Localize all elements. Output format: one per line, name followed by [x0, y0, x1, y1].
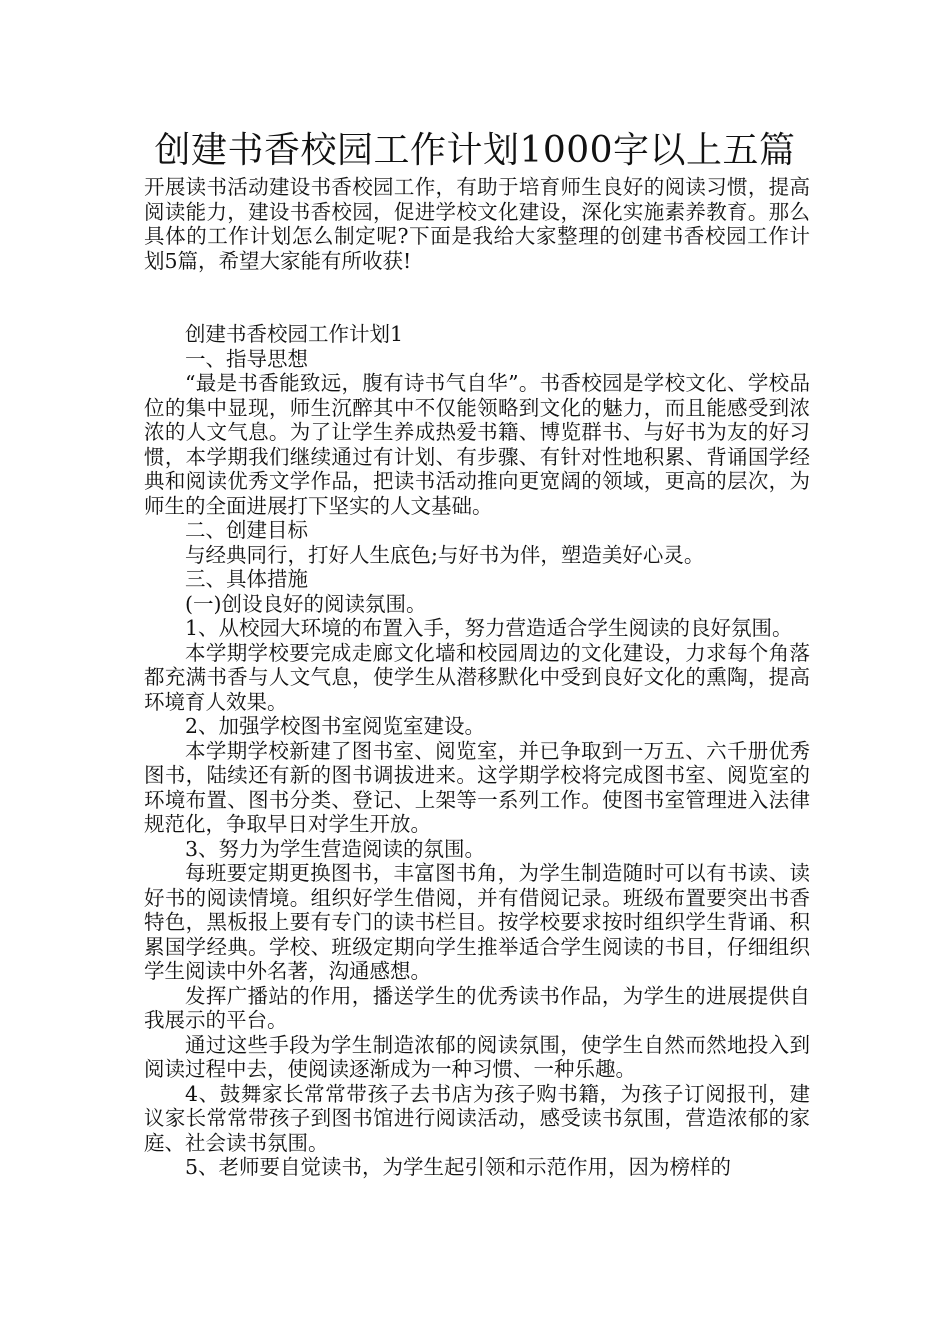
body-paragraph: 每班要定期更换图书，丰富图书角，为学生制造随时可以有书读、读好书的阅读情境。组织好学生借阅，并有借阅记录。班级布置要突出书香特色，黑板报上要有专门的读书栏目。按学校要求按时组织学生背诵、积累国学经典。学校、班级定期向学生推举适合学生阅读的书目，仔细组织学生阅读中外名著，沟通感想。 [144, 861, 810, 983]
document-body [144, 175, 810, 1180]
body-paragraph: 与经典同行，打好人生底色;与好书为伴，塑造美好心灵。 [185, 542, 705, 567]
document-title: 创建书香校园工作计划1000字以上五篇 [154, 130, 796, 171]
list-item: 1、从校园大环境的布置入手，努力营造适合学生阅读的良好氛围。 [185, 616, 793, 640]
section-title: 创建书香校园工作计划1 [185, 322, 404, 346]
body-paragraph: “最是书香能致远，腹有诗书气自华”。书香校园是学校文化、学校品位的集中显现，师生沉醉其中不仅能领略到文化的魅力，而且能感受到浓浓的人文气息。为了让学生养成热爱书籍、博览群书、与好书为友的好习惯，本学期我们继续通过有计划、有步骤、有针对性地积累、背诵国学经典和阅读优秀文学作品，把读书活动推向更宽阔的领域，更高的层次，为师生的全面进展打下坚实的人文基础。 [144, 371, 810, 518]
heading-measures: 三、具体措施 [185, 567, 308, 591]
intro-paragraph: 开展读书活动建设书香校园工作，有助于培育师生良好的阅读习惯，提高阅读能力，建设书香校园，促进学校文化建设，深化实施素养教育。那么具体的工作计划怎么制定呢?下面是我给大家整理的创建书香校园工作计划5篇，希望大家能有所收获! [144, 175, 810, 273]
body-paragraph: 发挥广播站的作用，播送学生的优秀读书作品，为学生的进展提供自我展示的平台。 [144, 983, 810, 1032]
list-item: 4、鼓舞家长常常带孩子去书店为孩子购书籍，为孩子订阅报刊，建议家长常常带孩子到图书馆进行阅读活动，感受读书氛围，营造浓郁的家庭、社会读书氛围。 [144, 1081, 810, 1155]
body-paragraph: 本学期学校新建了图书室、阅览室，并已争取到一万五、六千册优秀图书，陆续还有新的图书调拔进来。这学期学校将完成图书室、阅览室的环境布置、图书分类、登记、上架等一系列工作。使图书室管理进入法律规范化，争取早日对学生开放。 [144, 738, 810, 836]
paragraph-spacer [144, 273, 810, 322]
heading-goals: 二、创建目标 [185, 518, 308, 542]
list-item: 3、努力为学生营造阅读的氛围。 [185, 836, 486, 861]
body-paragraph: 通过这些手段为学生制造浓郁的阅读氛围，使学生自然而然地投入到阅读过程中去，使阅读逐渐成为一种习惯、一种乐趣。 [144, 1032, 810, 1081]
subheading: (一)创设良好的阅读氛围。 [185, 591, 427, 616]
heading-guiding-ideology: 一、指导思想 [185, 346, 308, 371]
list-item: 5、老师要自觉读书，为学生起引领和示范作用，因为榜样的 [185, 1155, 732, 1179]
list-item: 2、加强学校图书室阅览室建设。 [185, 714, 486, 738]
body-paragraph: 本学期学校要完成走廊文化墙和校园周边的文化建设，力求每个角落都充满书香与人文气息，使学生从潜移默化中受到良好文化的熏陶，提高环境育人效果。 [144, 640, 810, 714]
